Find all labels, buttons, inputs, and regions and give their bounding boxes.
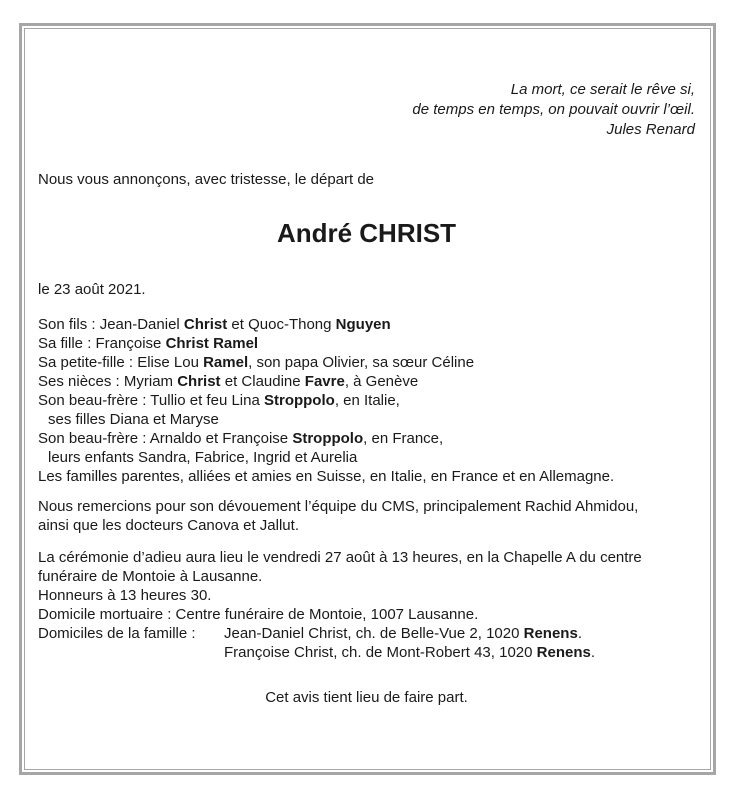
plain-text: Les familles parentes, alliées et amies en Suisse, en Italie, en France et en Allemagne. xyxy=(38,468,615,485)
text-line xyxy=(224,643,595,662)
announcement-intro: Nous vous annonçons, avec tristesse, le départ de xyxy=(38,171,375,188)
bold-name-text: Renens xyxy=(536,644,591,661)
text-line xyxy=(38,448,695,467)
plain-text: La cérémonie d’adieu aura lieu le vendredi 27 août à 13 heures, en la Chapelle A du centre xyxy=(38,549,642,566)
text-line xyxy=(38,497,695,516)
bold-name-text: Renens xyxy=(523,625,578,642)
bold-name-text: Stroppolo xyxy=(263,392,335,409)
deceased-name: André CHRIST xyxy=(276,218,457,248)
ceremony-details xyxy=(38,548,695,662)
plain-text: funéraire de Montoie à Lausanne. xyxy=(38,568,263,585)
plain-text: Son beau-frère : Tullio et feu Lina xyxy=(38,392,264,409)
plain-text: Son beau-frère : Arnaldo et Françoise xyxy=(38,430,293,447)
plain-text: et Claudine xyxy=(220,373,305,390)
plain-text: , en France, xyxy=(363,430,444,447)
bold-name-text: Favre xyxy=(304,373,345,390)
text-line xyxy=(38,567,695,586)
obituary-content xyxy=(25,29,710,769)
plain-text: et Quoc-Thong xyxy=(227,316,336,333)
death-date: le 23 août 2021. xyxy=(38,281,146,298)
text-line xyxy=(38,516,695,535)
bold-name-text: Christ xyxy=(183,316,228,333)
text-line xyxy=(38,467,695,486)
plain-text: Son fils : Jean-Daniel xyxy=(38,316,184,333)
ceremony-lines xyxy=(38,548,695,624)
plain-text: ainsi que les docteurs Canova et Jallut. xyxy=(38,517,299,534)
epigraph-quote xyxy=(38,80,695,140)
plain-text: Sa fille : Françoise xyxy=(38,335,166,352)
text-line xyxy=(38,586,695,605)
plain-text: . xyxy=(577,625,582,642)
text-line xyxy=(38,334,695,353)
family-domiciles-label: Domiciles de la famille : xyxy=(38,625,196,642)
plain-text: Jean-Daniel Christ, ch. de Belle-Vue 2, 1020 xyxy=(224,625,524,642)
plain-text: Ses nièces : Myriam xyxy=(38,373,178,390)
text-line xyxy=(224,624,595,643)
bold-name-text: Ramel xyxy=(203,354,249,371)
quote-author: Jules Renard xyxy=(606,121,695,138)
text-line xyxy=(38,353,695,372)
bold-name-text: Stroppolo xyxy=(292,430,364,447)
bold-name-text: Christ Ramel xyxy=(165,335,259,352)
notice-frame-inner-border xyxy=(24,28,711,770)
plain-text: , en Italie, xyxy=(334,392,400,409)
bold-name-text: Christ xyxy=(177,373,221,390)
plain-text: Domicile mortuaire : Centre funéraire de Montoie, 1007 Lausanne. xyxy=(38,606,479,623)
plain-text: ses filles Diana et Maryse xyxy=(48,411,219,428)
text-line xyxy=(38,429,695,448)
family-list xyxy=(38,315,695,486)
plain-text: , à Genève xyxy=(344,373,419,390)
text-line xyxy=(38,391,695,410)
family-domiciles-row xyxy=(38,624,695,662)
quote-line: de temps en temps, on pouvait ouvrir l’œil. xyxy=(412,101,695,118)
plain-text: , son papa Olivier, sa sœur Céline xyxy=(248,354,475,371)
plain-text: Nous remercions pour son dévouement l’équipe du CMS, principalement Rachid Ahmidou, xyxy=(38,498,639,515)
plain-text: leurs enfants Sandra, Fabrice, Ingrid et Aurelia xyxy=(48,449,358,466)
bold-name-text: Nguyen xyxy=(335,316,391,333)
text-line xyxy=(38,315,695,334)
thanks-paragraph xyxy=(38,497,695,535)
plain-text: Honneurs à 13 heures 30. xyxy=(38,587,212,604)
family-domiciles-addresses xyxy=(224,624,595,662)
text-line xyxy=(38,605,695,624)
plain-text: Sa petite-fille : Elise Lou xyxy=(38,354,204,371)
text-line xyxy=(38,372,695,391)
notice-frame xyxy=(19,23,716,775)
plain-text: Françoise Christ, ch. de Mont-Robert 43, 1020 xyxy=(224,644,537,661)
quote-line: La mort, ce serait le rêve si, xyxy=(510,81,695,98)
plain-text: . xyxy=(590,644,596,661)
text-line xyxy=(38,410,695,429)
closing-note: Cet avis tient lieu de faire part. xyxy=(265,689,468,706)
text-line xyxy=(38,548,695,567)
